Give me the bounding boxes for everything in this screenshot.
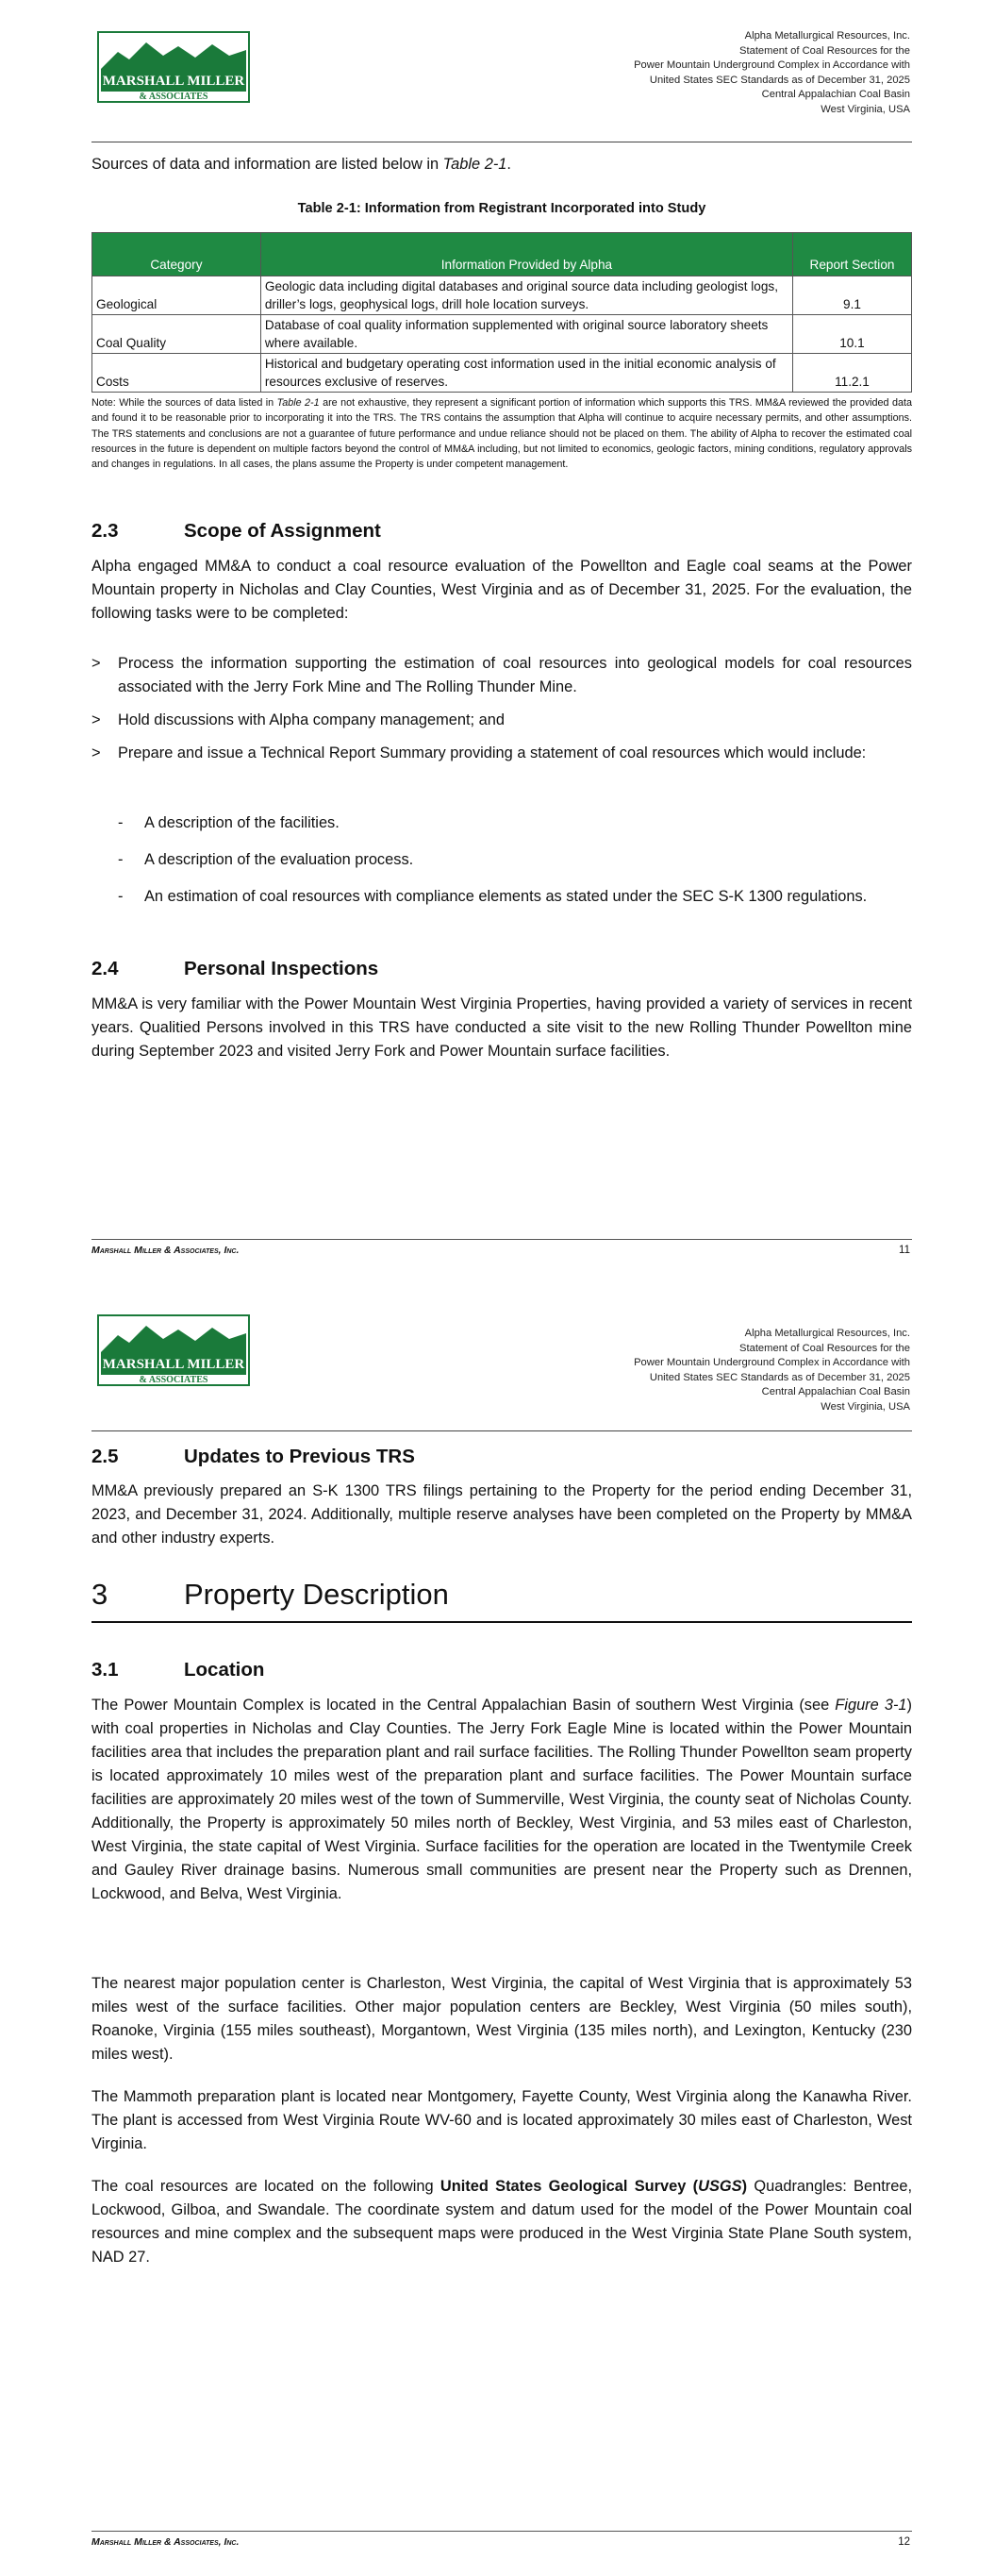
list-item: > Hold discussions with Alpha company management; and (91, 711, 505, 728)
section-2-4-text: MM&A is very familiar with the Power Mountain West Virginia Properties, having provided a variety of services in recent years. Qualitied Persons involved in this TRS have conducted a site visit to the new Rolling Thunder Powellton mine during September 2023 and visited Jerry Fork and Power Mountain surface facilities. (91, 995, 912, 1060)
table-row (92, 315, 912, 354)
table-reference: Table 2-1 (442, 156, 507, 173)
chapter-3-heading: 3 Property Description (91, 1578, 449, 1611)
info-table (91, 232, 912, 393)
header-line: West Virginia, USA (821, 1400, 910, 1413)
header-line: Statement of Coal Resources for the (739, 1342, 910, 1354)
location-paragraph-1: The Power Mountain Complex is located in the Central Appalachian Basin of southern West Virginia (see Figure 3-1) with coal properties in Nicholas and Clay Counties. The Jerry Fork Eagle Mine is located within the Power Mountain facilities area that includes the preparation plant and rail surface facilities. The Rolling Thunder Powellton seam property is located approximately 10 miles west of the preparation plant and surface facilities. The Power Mountain surface facilities are approximately 20 miles west of the town of Summerville, West Virginia, the county seat of Nicholas County. Additionally, the Property is approximately 50 miles north of Beckley, West Virginia, and 53 miles east of Charleston, West Virginia, the state capital of West Virginia. Surface facilities for the operation are located in the Twentymile Creek and Gauley River drainage basins. Numerous small communities are present near the Property such as Drennen, Lockwood, and Belva, West Virginia. (91, 1697, 912, 1902)
header-line: Central Appalachian Coal Basin (761, 1386, 910, 1397)
company-logo (97, 1314, 250, 1386)
footer-divider (91, 1239, 912, 1240)
svg-text:MARSHALL MILLER: MARSHALL MILLER (102, 1357, 245, 1372)
list-item: > Process the information supporting the estimation of coal resources into geological models for coal resources associated with the Jerry Fork Mine and The Rolling Thunder Mine. (91, 655, 912, 695)
list-item: - A description of the facilities. (118, 814, 340, 831)
svg-text:MARSHALL MILLER: MARSHALL MILLER (102, 74, 245, 89)
section-2-5-heading: 2.5 Updates to Previous TRS (91, 1446, 415, 1467)
location-paragraph-4: The coal resources are located on the following United States Geological Survey (USGS) Quadrangles: Bentree, Lockwood, Gilboa, and Swandale. The coordinate system and datum used for the model of the Power Mountain coal resources and mine complex and the subsequent maps were produced in the West Virginia State Plane South system, NAD 27. (91, 2178, 912, 2266)
svg-text:& ASSOCIATES: & ASSOCIATES (139, 92, 208, 102)
table-note: Note: While the sources of data listed in Table 2-1 are not exhaustive, they represent a significant portion of information which supports this TRS. MM&A reviewed the provided data and found it to be reasonable prior to incorporating it into the TRS. The TRS contains the assumption that Alpha will continue to acquire necessary permits, and other assumptions. The TRS statements and conclusions are not a guarantee of future performance and undue reliance should not be placed on them. The ability of Alpha to recover the estimated coal resources in the future is dependent on multiple factors beyond the control of MM&A including, but not limited to economics, geologic factors, mining conditions, regulatory approvals and changes in regulations. In all cases, the plans assume the Property is under competent management. (91, 397, 912, 471)
header-line: United States SEC Standards as of December 31, 2025 (649, 74, 910, 86)
header-company: Alpha Metallurgical Resources, Inc. (744, 30, 910, 42)
cell-information: Database of coal quality information supplemented with original source laboratory sheets where available. (260, 315, 792, 354)
table-caption: Table 2-1: Information from Registrant Incorporated into Study (297, 201, 706, 216)
figure-reference: Figure 3-1 (835, 1697, 907, 1714)
page-12 (0, 1283, 995, 2576)
section-2-3-text: Alpha engaged MM&A to conduct a coal resource evaluation of the Powellton and Eagle coal seams at the Power Mountain property in Nicholas and Clay Counties, West Virginia and as of December 31, 2025. For the evaluation, the following tasks were to be completed: (91, 558, 912, 622)
table-row (92, 276, 912, 315)
location-paragraph-3: The Mammoth preparation plant is located near Montgomery, Fayette County, West Virginia along the Kanawha River. The plant is accessed from West Virginia Route WV-60 and is located approximately 30 miles east of Charleston, West Virginia. (91, 2088, 912, 2152)
list-item: > Prepare and issue a Technical Report Summary providing a statement of coal resources which would include: (91, 744, 867, 761)
cell-section: 9.1 (792, 276, 911, 315)
section-3-1-heading: 3.1 Location (91, 1659, 265, 1681)
header-report-section: Report Section (792, 233, 911, 276)
list-item: - An estimation of coal resources with compliance elements as stated under the SEC S-K 1300 regulations. (118, 888, 868, 905)
header-line: United States SEC Standards as of December 31, 2025 (649, 1371, 910, 1383)
section-2-3-heading: 2.3 Scope of Assignment (91, 520, 381, 542)
section-2-5-text: MM&A previously prepared an S-K 1300 TRS filings pertaining to the Property for the period ending December 31, 2023, and December 31, 2024. Additionally, multiple reserve analyses have been completed on the Property by MM&A and other industry experts. (91, 1482, 912, 1547)
header-line: Power Mountain Underground Complex in Accordance with (634, 59, 910, 71)
header-line: Power Mountain Underground Complex in Accordance with (634, 1357, 910, 1368)
page-header (634, 29, 910, 117)
header-line: Statement of Coal Resources for the (739, 44, 910, 57)
list-item: - A description of the evaluation process. (118, 851, 414, 868)
intro-paragraph: Sources of data and information are listed below in Table 2-1. (91, 156, 511, 173)
page-number: 11 (899, 1245, 910, 1256)
cell-section: 10.1 (792, 315, 911, 354)
header-category: Category (92, 233, 261, 276)
table-header-row (92, 233, 912, 276)
footer-divider (91, 2531, 912, 2532)
location-paragraph-2: The nearest major population center is Charleston, West Virginia, the capital of West Virginia that is approximately 53 miles west of the surface facilities. Other major population centers are Beckley, West Virginia (50 miles south), Roanoke, Virginia (155 miles southeast), Morgantown, West Virginia (135 miles north), and Lexington, Kentucky (230 miles west). (91, 1975, 912, 2063)
cell-category: Geological (92, 276, 261, 315)
chapter-divider (91, 1621, 912, 1623)
header-line: West Virginia, USA (821, 103, 910, 115)
header-information: Information Provided by Alpha (260, 233, 792, 276)
cell-information: Historical and budgetary operating cost information used in the initial economic analysis of resources exclusive of reserves. (260, 354, 792, 393)
header-divider (91, 1430, 912, 1431)
cell-category: Costs (92, 354, 261, 393)
company-logo (97, 31, 250, 103)
page-header (634, 1327, 910, 1414)
section-2-4-heading: 2.4 Personal Inspections (91, 958, 379, 979)
footer-company: Marshall Miller & Associates, Inc. (91, 1245, 240, 1256)
task-list (91, 652, 912, 765)
cell-information: Geologic data including digital databases and original source data including geologist logs, driller’s logs, geophysical logs, drill hole location surveys. (260, 276, 792, 315)
sub-task-list (91, 811, 912, 909)
cell-section: 11.2.1 (792, 354, 911, 393)
header-line: Central Appalachian Coal Basin (761, 89, 910, 100)
page-number: 12 (898, 2536, 910, 2548)
svg-text:& ASSOCIATES: & ASSOCIATES (139, 1375, 208, 1385)
table-row (92, 354, 912, 393)
page-11 (0, 0, 995, 1283)
header-company: Alpha Metallurgical Resources, Inc. (744, 1328, 910, 1339)
footer-company: Marshall Miller & Associates, Inc. (91, 2536, 240, 2548)
cell-category: Coal Quality (92, 315, 261, 354)
